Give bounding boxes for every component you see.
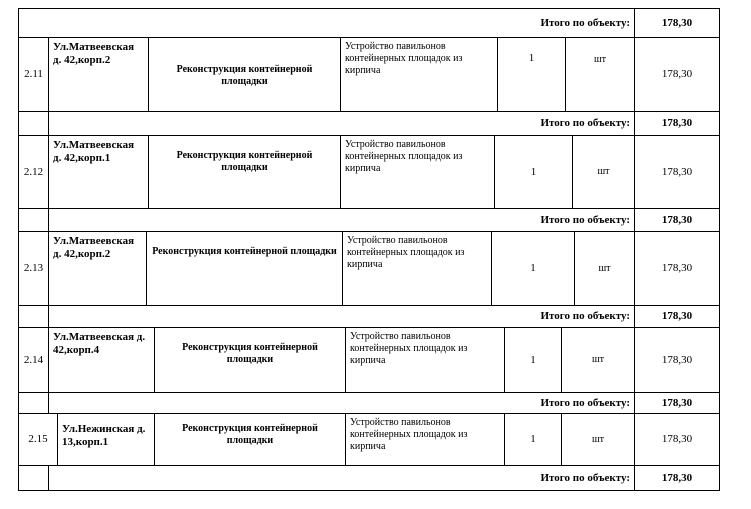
total-value: 178,30 xyxy=(634,208,720,232)
spacer-cell xyxy=(18,208,49,232)
row-quantity: 1 xyxy=(497,37,566,112)
row-address: Ул.Матвеевская д. 42,корп.4 xyxy=(48,327,155,393)
row-description: Устройство павильонов контейнерных площадок из кирпича xyxy=(345,327,505,393)
row-quantity: 1 xyxy=(491,231,575,306)
row-work: Реконструкция контейнерной площадки xyxy=(146,231,343,306)
row-address: Ул.Матвеевская д. 42,корп.2 xyxy=(48,231,147,306)
row-unit: шт xyxy=(561,327,635,393)
row-quantity: 1 xyxy=(494,135,573,209)
total-value: 178,30 xyxy=(634,392,720,414)
row-work: Реконструкция контейнерной площадки xyxy=(154,413,346,466)
row-work: Реконструкция контейнерной площадки xyxy=(148,135,341,209)
row-number: 2.15 xyxy=(18,413,58,466)
row-address: Ул.Матвеевская д. 42,корп.1 xyxy=(48,135,149,209)
row-amount: 178,30 xyxy=(634,37,720,112)
spacer-cell xyxy=(18,392,49,414)
total-value: 178,30 xyxy=(634,8,720,38)
row-amount: 178,30 xyxy=(634,135,720,209)
row-amount: 178,30 xyxy=(634,327,720,393)
row-unit: шт xyxy=(561,413,635,466)
row-amount: 178,30 xyxy=(634,413,720,466)
row-unit: шт xyxy=(565,37,635,112)
row-description: Устройство павильонов контейнерных площадок из кирпича xyxy=(340,135,495,209)
total-value: 178,30 xyxy=(634,465,720,491)
row-description: Устройство павильонов контейнерных площадок из кирпича xyxy=(340,37,498,112)
row-number: 2.11 xyxy=(18,37,49,112)
row-number: 2.14 xyxy=(18,327,49,393)
row-quantity: 1 xyxy=(504,327,562,393)
row-description: Устройство павильонов контейнерных площадок из кирпича xyxy=(342,231,492,306)
total-label: Итого по объекту: xyxy=(48,208,635,232)
row-address: Ул.Нежинская д. 13,корп.1 xyxy=(57,413,155,466)
row-unit: шт xyxy=(574,231,635,306)
row-unit: шт xyxy=(572,135,635,209)
spacer-cell xyxy=(18,305,49,328)
total-label: Итого по объекту: xyxy=(48,305,635,328)
spacer-cell xyxy=(18,111,49,136)
total-label: Итого по объекту: xyxy=(18,8,635,38)
row-address: Ул.Матвеевская д. 42,корп.2 xyxy=(48,37,149,112)
row-work: Реконструкция контейнерной площадки xyxy=(154,327,346,393)
total-label: Итого по объекту: xyxy=(18,465,635,491)
total-value: 178,30 xyxy=(634,305,720,328)
row-quantity: 1 xyxy=(504,413,562,466)
row-number: 2.12 xyxy=(18,135,49,209)
row-work: Реконструкция контейнерной площадки xyxy=(148,37,341,112)
total-label: Итого по объекту: xyxy=(48,392,635,414)
row-description: Устройство павильонов контейнерных площадок из кирпича xyxy=(345,413,505,466)
total-label: Итого по объекту: xyxy=(48,111,635,136)
row-number: 2.13 xyxy=(18,231,49,306)
row-amount: 178,30 xyxy=(634,231,720,306)
total-value: 178,30 xyxy=(634,111,720,136)
